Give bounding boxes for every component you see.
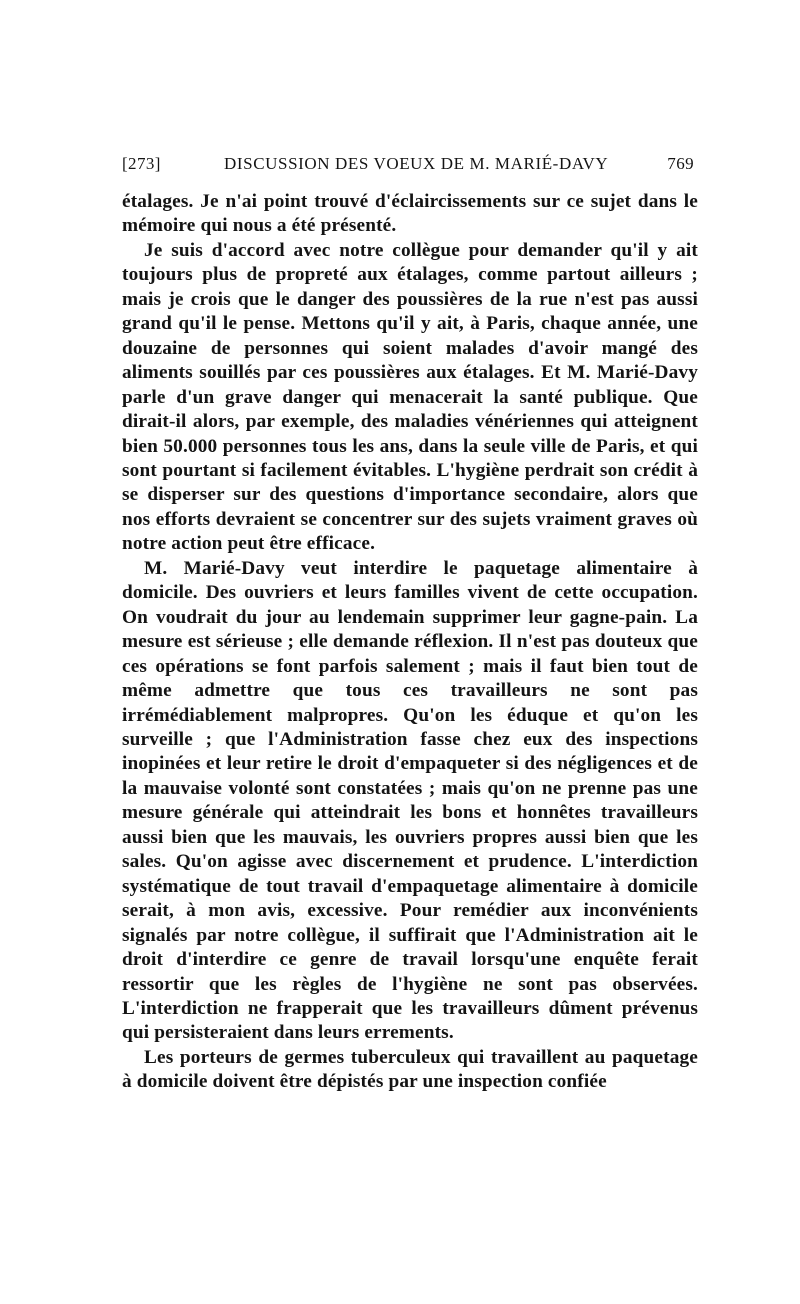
page-number: 769	[667, 154, 694, 173]
section-reference: [273]	[122, 154, 161, 173]
book-page	[122, 150, 698, 1095]
paragraph: Je suis d'accord avec notre collègue pour demander qu'il y ait toujours plus de propreté aux étalages, comme partout ailleurs ; mais je crois que le danger des poussières de la rue n'est pas aussi grand qu'il le pense. Mettons qu'il y ait, à Paris, chaque année, une douzaine de personnes qui soient malades d'avoir mangé des aliments souillés par ces poussières aux étalages. Et M. Marié-Davy parle d'un grave danger qui menacerait la santé publique. Que dirait-il alors, par exemple, des maladies vénériennes qui atteignent bien 50.000 personnes tous les ans, dans la seule ville de Paris, et qui sont pourtant si facilement évitables. L'hygiène perdrait son crédit à se disperser sur des questions d'importance secondaire, alors que nos efforts devraient se concentrer sur des sujets vraiment graves où notre action peut être efficace.	[122, 239, 698, 555]
paragraph-continuation: étalages. Je n'ai point trouvé d'éclaircissements sur ce sujet dans le mémoire qui nous a été présenté.	[122, 191, 698, 237]
running-title: DISCUSSION DES VOEUX DE M. MARIÉ-DAVY	[224, 154, 609, 173]
body-text	[122, 190, 698, 1095]
running-header	[122, 150, 698, 180]
paragraph: M. Marié-Davy veut interdire le paquetage alimentaire à domicile. Des ouvriers et leurs familles vivent de cette occupation. On voudrait du jour au lendemain supprimer leur gagne-pain. La mesure est sérieuse ; elle demande réflexion. Il n'est pas douteux que ces opérations se font parfois salement ; mais il faut bien tout de même admettre que tous ces travailleurs ne sont pas irrémédiablement malpropres. Qu'on les éduque et qu'on les surveille ; que l'Administration fasse chez eux des inspections inopinées et leur retire le droit d'empaqueter si des négligences et de la mauvaise volonté sont constatées ; mais qu'on ne prenne pas une mesure générale qui atteindrait les bons et honnêtes travailleurs aussi bien que les mauvais, les ouvriers propres aussi bien que les sales. Qu'on agisse avec discernement et prudence. L'interdiction systématique de tout travail d'empaquetage alimentaire à domicile serait, à mon avis, excessive. Pour remédier aux inconvénients signalés par notre collègue, il suffirait que l'Administration ait le droit d'interdire ce genre de travail lorsqu'une enquête ferait ressortir que les règles de l'hygiène ne sont pas observées. L'interdiction ne frapperait que les travailleurs dûment prévenus qui persisteraient dans leurs errements.	[122, 557, 698, 1044]
paragraph: Les porteurs de germes tuberculeux qui travaillent au paquetage à domicile doivent être dépistés par une inspection confiée	[122, 1046, 698, 1093]
